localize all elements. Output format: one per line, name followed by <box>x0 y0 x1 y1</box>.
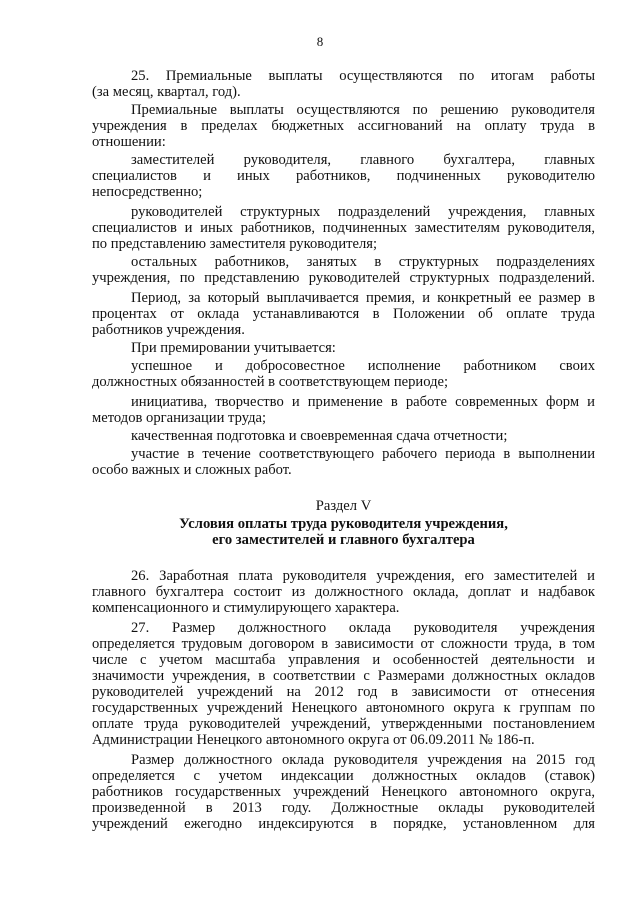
paragraph-line: инициатива, творчество и применение в работе современных форм и <box>131 394 595 410</box>
paragraph-line: непосредственно; <box>92 184 203 200</box>
paragraph-line: работников учреждения. <box>92 322 245 338</box>
paragraph-line: При премировании учитывается: <box>131 340 336 356</box>
paragraph-line: должностных обязанностей в соответствующем периоде; <box>92 374 449 390</box>
paragraph-line: компенсационного и стимулирующего характера. <box>92 600 400 616</box>
paragraph-line: учреждения в пределах бюджетных ассигнований на оплату труда в <box>92 118 595 134</box>
paragraph-line: значимости учреждения, в соответствии с Размерами должностных окладов <box>92 668 595 684</box>
paragraph-line: определяется трудовым договором в зависимости от сложности труда, в том <box>92 636 595 652</box>
section-title: его заместителей и главного бухгалтера <box>212 532 475 548</box>
paragraph-line: успешное и добросовестное исполнение работником своих <box>131 358 595 374</box>
paragraph-line: Период, за который выплачивается премия, и конкретный ее размер в <box>131 290 595 306</box>
paragraph-line: Премиальные выплаты осуществляются по решению руководителя <box>131 102 595 118</box>
paragraph-line: 27. Размер должностного оклада руководителя учреждения <box>131 620 595 636</box>
paragraph-line: по представлению заместителя руководителя; <box>92 236 378 252</box>
paragraph-line: процентах от оклада устанавливаются в Положении об оплате труда <box>92 306 595 322</box>
paragraph-line: определяется с учетом индексации должностных окладов (ставок) <box>92 768 595 784</box>
section-title: Условия оплаты труда руководителя учреждения, <box>179 516 508 532</box>
paragraph-line: остальных работников, занятых в структурных подразделениях <box>131 254 595 270</box>
paragraph-line: методов организации труда; <box>92 410 267 426</box>
paragraph-line: специалистов и иных работников, подчиненных руководителю <box>92 168 595 184</box>
paragraph-line: оплате труда руководителей учреждений, утвержденными постановлением <box>92 716 595 732</box>
paragraph-line: качественная подготовка и своевременная сдача отчетности; <box>131 428 508 444</box>
paragraph-line: государственных учреждений Ненецкого автономного округа к группам по <box>92 700 595 716</box>
section-heading: Раздел V <box>315 498 372 514</box>
paragraph-line: руководителей учреждений на 2012 год в зависимости от отнесения <box>92 684 595 700</box>
paragraph-line: специалистов и иных работников, подчиненных заместителям руководителя, <box>92 220 595 236</box>
paragraph-line: 26. Заработная плата руководителя учреждения, его заместителей и <box>131 568 595 584</box>
paragraph-line: учреждения, по представлению руководителей структурных подразделений. <box>92 270 595 286</box>
page-number: 8 <box>316 34 324 49</box>
paragraph-line: руководителей структурных подразделений учреждения, главных <box>131 204 595 220</box>
paragraph-line: работников государственных учреждений Ненецкого автономного округа, <box>92 784 595 800</box>
paragraph-line: произведенной в 2013 году. Должностные оклады руководителей <box>92 800 595 816</box>
paragraph-line: Размер должностного оклада руководителя учреждения на 2015 год <box>131 752 595 768</box>
paragraph-line: Администрации Ненецкого автономного округа от 06.09.2011 № 186-п. <box>92 732 535 748</box>
paragraph-line: (за месяц, квартал, год). <box>92 84 241 100</box>
paragraph-line: учреждений ежегодно индексируются в порядке, установленном для <box>92 816 595 832</box>
paragraph-line: числе с учетом масштаба управления и особенностей деятельности и <box>92 652 595 668</box>
paragraph-line: главного бухгалтера состоит из должностного оклада, доплат и надбавок <box>92 584 595 600</box>
paragraph-line: особо важных и сложных работ. <box>92 462 292 478</box>
paragraph-line: заместителей руководителя, главного бухгалтера, главных <box>131 152 595 168</box>
paragraph-line: отношении: <box>92 134 166 150</box>
paragraph-line: 25. Премиальные выплаты осуществляются по итогам работы <box>131 68 595 84</box>
paragraph-line: участие в течение соответствующего рабочего периода в выполнении <box>131 446 595 462</box>
